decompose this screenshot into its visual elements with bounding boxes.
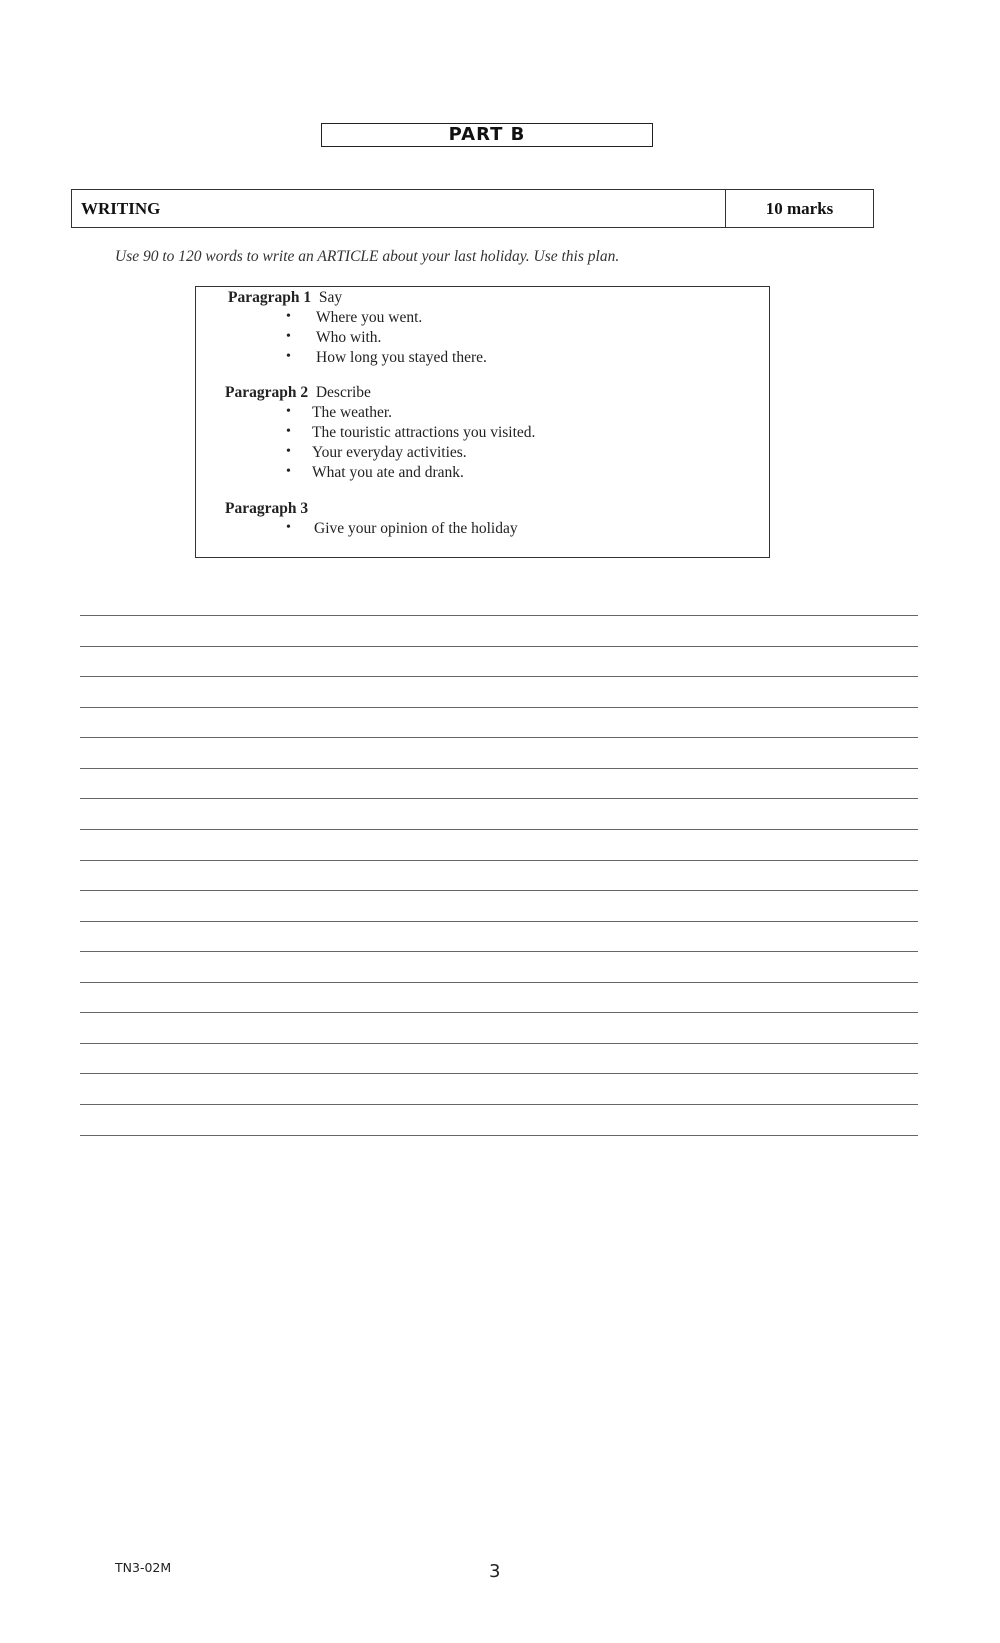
writing-line[interactable] — [80, 890, 918, 891]
section-title: WRITING — [72, 190, 726, 227]
writing-line[interactable] — [80, 1043, 918, 1044]
writing-line[interactable] — [80, 615, 918, 616]
writing-line[interactable] — [80, 1073, 918, 1074]
document-code: TN3-02M — [115, 1560, 172, 1575]
bullet-icon: • — [286, 349, 291, 364]
writing-line[interactable] — [80, 646, 918, 647]
bullet-icon: • — [286, 520, 291, 535]
writing-line[interactable] — [80, 676, 918, 677]
part-title: PART B — [321, 123, 653, 147]
writing-line[interactable] — [80, 707, 918, 708]
paragraph-2-heading — [225, 384, 371, 402]
writing-line[interactable] — [80, 829, 918, 830]
writing-line[interactable] — [80, 737, 918, 738]
page-number: 3 — [489, 1561, 501, 1582]
writing-plan-box: Paragraph 1 Say • Where you went. • Who with. • How long you stayed there. Paragraph 2 Describe • The weather. • The touristic attractions you visited. • Your everyday activities. • What you ate and drank. Paragraph 3 • Give your opinion of the holiday — [195, 286, 770, 558]
bullet-icon: • — [286, 404, 291, 419]
bullet-icon: • — [286, 329, 291, 344]
section-header — [71, 189, 874, 228]
writing-line[interactable] — [80, 860, 918, 861]
paragraph-2-label: Paragraph 2 — [225, 384, 309, 401]
paragraph-1-label: Paragraph 1 — [228, 289, 312, 306]
writing-line[interactable] — [80, 921, 918, 922]
writing-line[interactable] — [80, 1135, 918, 1136]
section-marks: 10 marks — [765, 199, 834, 218]
writing-line[interactable] — [80, 768, 918, 769]
writing-line[interactable] — [80, 1104, 918, 1105]
task-instruction: Use 90 to 120 words to write an ARTICLE about your last holiday. Use this plan. — [115, 248, 620, 265]
paragraph-3-label: Paragraph 3 — [225, 500, 309, 517]
writing-line[interactable] — [80, 982, 918, 983]
bullet-icon: • — [286, 309, 291, 324]
paragraph-1-verb: Say — [318, 289, 343, 306]
bullet-icon: • — [286, 464, 291, 479]
bullet-icon: • — [286, 424, 291, 439]
bullet-icon: • — [286, 444, 291, 459]
writing-line[interactable] — [80, 1012, 918, 1013]
writing-line[interactable] — [80, 951, 918, 952]
paragraph-3-heading — [225, 500, 308, 518]
writing-line[interactable] — [80, 798, 918, 799]
paragraph-1-heading — [228, 289, 342, 307]
paragraph-2-verb: Describe — [315, 384, 371, 401]
